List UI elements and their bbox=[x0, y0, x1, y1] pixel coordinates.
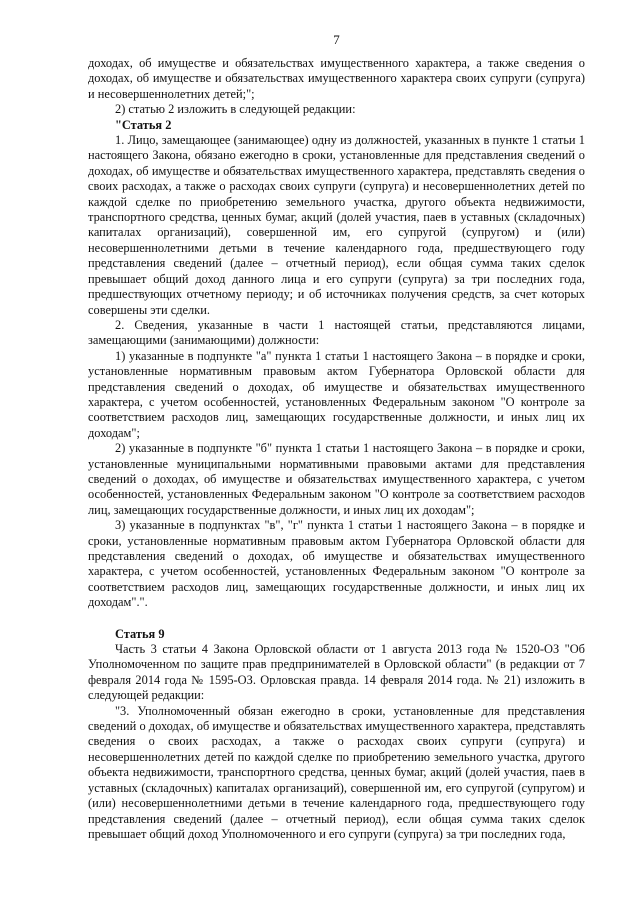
section-spacer bbox=[88, 611, 585, 627]
continuation-paragraph: доходах, об имуществе и обязательствах имущественного характера, а также сведения о доходах, об имуществе и обязательствах имущественного характера своих супруги (супруга) и несовершеннолетних детей;"; bbox=[88, 56, 585, 101]
article-2-part-2: 2. Сведения, указанные в части 1 настоящей статьи, представляются лицами, замещающими (занимающими) должности: bbox=[88, 317, 585, 348]
article-2-part-1: 1. Лицо, замещающее (занимающее) одну из должностей, указанных в пункте 1 статьи 1 настоящего Закона, обязано ежегодно в сроки, установленные для представления сведений о доходах, об имуществе и обязательствах имущественного характера, представлять сведения о своих расходах, а также о расходах своих супруги (супруга) и несовершеннолетних детей по каждой сделке по приобретению земельного участка, другого объекта недвижимости, транспортного средства, ценных бумаг, акций (долей участия, паев в уставных (складочных) капиталах организаций), совершенной им, его супругой (супругом) и (или) несовершеннолетними детьми в течение календарного года, предшествующего году представления сведений (далее – отчетный период), если общая сумма таких сделок превышает общий доход данного лица и его супруги (супруга) за три последних года, предшествующих отчетному периоду; и об источниках получения средств, за счет которых совершены эти сделки. bbox=[88, 133, 585, 317]
article-9-heading: Статья 9 bbox=[115, 626, 165, 641]
article-2-item-2: 2) указанные в подпункте "б" пункта 1 статьи 1 настоящего Закона – в порядке и сроки, установленные муниципальными нормативными правовыми актами для представления сведений о доходах, об имуществе и обязательствах имущественного характера, с учетом особенностей, установленных Федеральным законом "О контроле за соответствием расходов лиц, замещающих государственные должности, и иных лиц их доходам"; bbox=[88, 441, 585, 517]
amendment-instruction: 2) статью 2 изложить в следующей редакции: bbox=[115, 102, 356, 117]
article-2-item-1: 1) указанные в подпункте "а" пункта 1 статьи 1 настоящего Закона – в порядке и сроки, установленные нормативным правовым актом Губернатора Орловской области для представления сведений о доходах, об имуществе и обязательствах имущественного характера, с учетом особенностей, установленных Федеральным законом "О контроле за соответствием расходов лиц, замещающих государственные должности, и иных лиц их доходам"; bbox=[88, 348, 585, 440]
article-9-intro: Часть 3 статьи 4 Закона Орловской области от 1 августа 2013 года № 1520-ОЗ "Об Уполномоченном по защите прав предпринимателей в Орловской области" (в редакции от 7 февраля 2014 года № 1595-ОЗ. Орловская правда. 14 февраля 2014 года. № 21) изложить в следующей редакции: bbox=[88, 642, 585, 703]
page-number: 7 bbox=[333, 32, 340, 47]
article-2-item-3: 3) указанные в подпунктах "в", "г" пункта 1 статьи 1 настоящего Закона – в порядке и сроки, установленные нормативным правовым актом Губернатора Орловской области для представления сведений о доходах, об имуществе и обязательствах имущественного характера, с учетом особенностей, установленных Федеральным законом "О контроле за соответствием расходов лиц, замещающих государственные должности, и иных лиц их доходам".". bbox=[88, 518, 585, 610]
article-2-heading: "Статья 2 bbox=[115, 117, 172, 132]
article-9-part-3: "3. Уполномоченный обязан ежегодно в сроки, установленные для представления сведений о доходах, об имуществе и обязательствах имущественного характера, представлять сведения о своих расходах, а также о расходах своих супруги (супруга) и несовершеннолетних детей по каждой сделке по приобретению земельного участка, другого объекта недвижимости, транспортного средства, ценных бумаг, акций (долей участия, паев в уставных (складочных) капиталах организаций), совершенной им, его супругой (супругом) и (или) несовершеннолетними детьми в течение календарного года, предшествующего году представления сведений (далее – отчетный период), если общая сумма таких сделок превышает общий доход Уполномоченного и его супруги (супруга) за три последних года, bbox=[88, 703, 585, 841]
